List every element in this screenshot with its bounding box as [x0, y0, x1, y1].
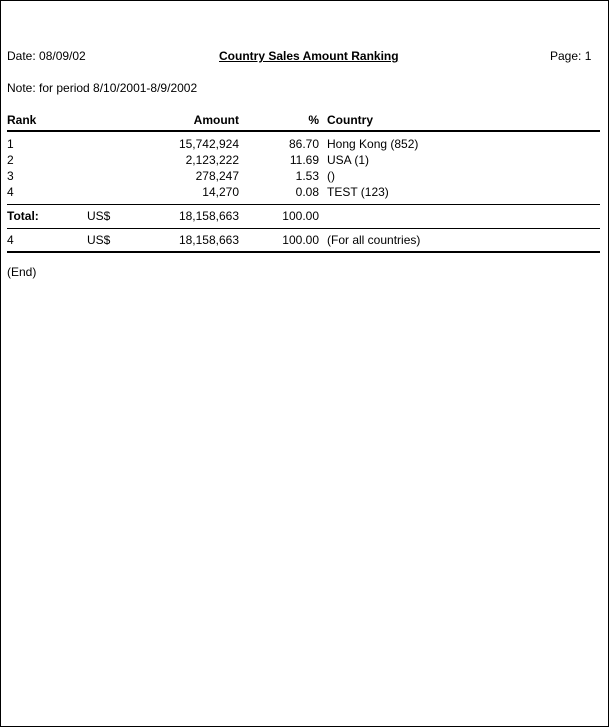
table-header	[1, 113, 608, 127]
row-rank: 3	[7, 169, 14, 183]
row-amount: 14,270	[202, 185, 239, 199]
report-title: Country Sales Amount Ranking	[219, 49, 399, 63]
row-country: ()	[327, 169, 335, 183]
row-percent: 11.69	[289, 153, 319, 167]
row-amount: 15,742,924	[178, 137, 239, 151]
table-row	[1, 153, 608, 167]
column-header-country: Country	[327, 113, 373, 127]
total-currency: US$	[87, 209, 111, 223]
row-amount: 2,123,222	[185, 153, 239, 167]
table-row	[1, 169, 608, 183]
summary-row	[1, 233, 608, 247]
row-country: USA (1)	[327, 153, 370, 167]
row-rank: 2	[7, 153, 14, 167]
total-row	[1, 209, 608, 223]
summary-country: (For all countries)	[327, 233, 421, 247]
row-country: Hong Kong (852)	[327, 137, 419, 151]
report-end: (End)	[7, 265, 37, 279]
table-row	[1, 137, 608, 151]
row-percent: 1.53	[295, 169, 319, 183]
row-country: TEST (123)	[327, 185, 389, 199]
report-note: Note: for period 8/10/2001-8/9/2002	[7, 81, 198, 95]
row-rank: 1	[7, 137, 14, 151]
summary-percent: 100.00	[282, 233, 319, 247]
total-divider	[7, 204, 600, 205]
report-date: Date: 08/09/02	[7, 49, 86, 63]
row-percent: 0.08	[295, 185, 319, 199]
column-header-percent: %	[308, 113, 319, 127]
page-number: Page: 1	[550, 49, 592, 63]
header-divider	[7, 130, 600, 132]
total-amount: 18,158,663	[178, 209, 239, 223]
row-rank: 4	[7, 185, 14, 199]
row-amount: 278,247	[195, 169, 239, 183]
total-percent: 100.00	[282, 209, 319, 223]
total-label: Total:	[7, 209, 39, 223]
column-header-rank: Rank	[7, 113, 37, 127]
column-header-amount: Amount	[193, 113, 239, 127]
table-row	[1, 185, 608, 199]
summary-divider	[7, 228, 600, 229]
summary-amount: 18,158,663	[178, 233, 239, 247]
summary-count: 4	[7, 233, 14, 247]
table-end-divider	[7, 251, 600, 253]
summary-currency: US$	[87, 233, 111, 247]
row-percent: 86.70	[288, 137, 319, 151]
